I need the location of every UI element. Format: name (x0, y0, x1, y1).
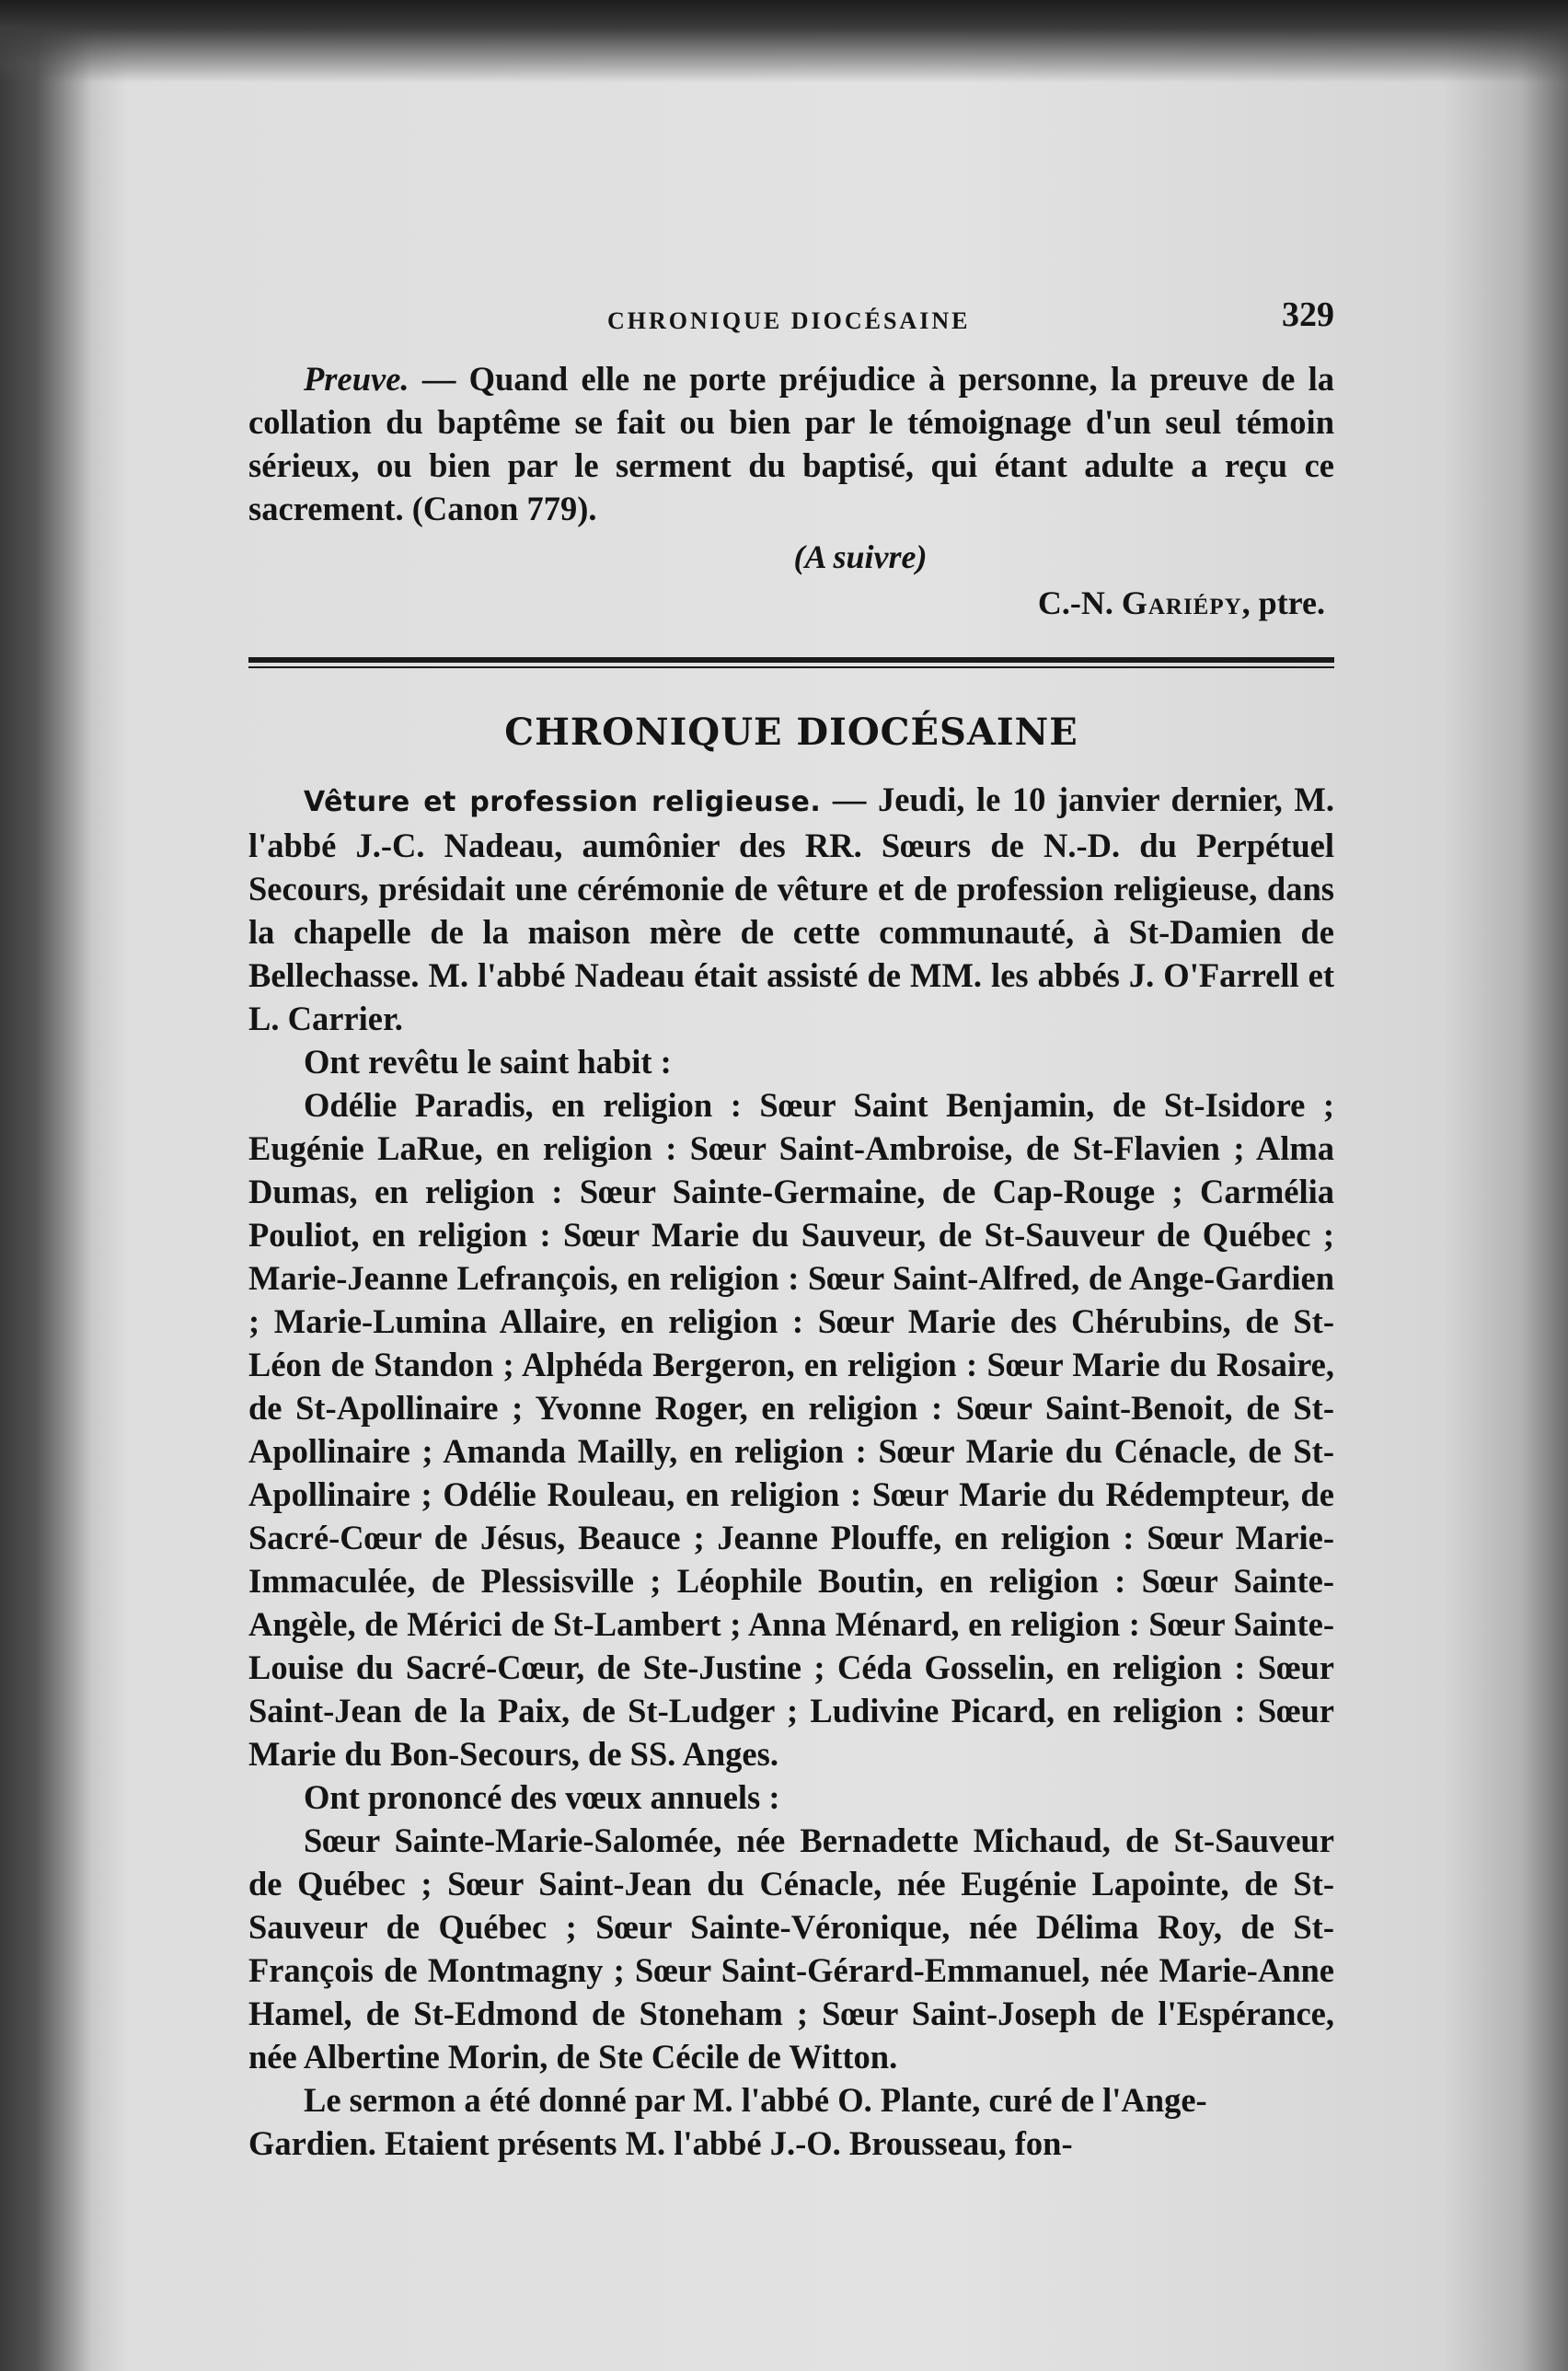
section-paragraph-3: Odélie Paradis, en religion : Sœur Saint Benjamin, de St-Isidore ; Eugénie LaRue, en religion : Sœur Saint-Ambroise, de St-Flavien ; Alma Dumas, en religion : Sœur Sainte-Germaine, de Cap-Rouge ; Carmélia Pouliot, en religion : Sœur Marie du Sauveur, de St-Sauveur de Québec ; Marie-Jeanne Lefrançois, en religion : Sœur Saint-Alfred, de Ange-Gardien ; Marie-Lumina Allaire, en religion : Sœur Marie des Chérubins, de St-Léon de Standon ; Alphéda Bergeron, en religion : Sœur Marie du Rosaire, de St-Apollinaire ; Yvonne Roger, en religion : Sœur Saint-Benoit, de St-Apollinaire ; Amanda Mailly, en religion : Sœur Marie du Cénacle, de St-Apollinaire ; Odélie Rouleau, en religion : Sœur Marie du Rédempteur, de Sacré-Cœur de Jésus, Beauce ; Jeanne Plouffe, en religion : Sœur Marie-Immaculée, de Plessisville ; Léophile Boutin, en religion : Sœur Sainte-Angèle, de Mérici de St-Lambert ; Anna Ménard, en religion : Sœur Sainte-Louise du Sacré-Cœur, de Ste-Justine ; Céda Gosselin, en religion : Sœur Saint-Jean de la Paix, de St-Ludger ; Ludivine Picard, en religion : Sœur Marie du Bon-Secours, de SS. Anges. (248, 1086, 1334, 1773)
divider-thick-rule (248, 657, 1334, 663)
running-title: CHRONIQUE DIOCÉSAINE (607, 307, 971, 334)
section-subhead: Vêture et profession religieuse. (304, 786, 822, 818)
preuve-paragraph (248, 357, 1334, 530)
signature (248, 582, 1325, 624)
signature-surname: Gariépy (1121, 584, 1242, 621)
section-paragraph-1 (248, 778, 1334, 1040)
signature-start: C.-N. (1037, 584, 1122, 621)
section-p1-text: — Jeudi, le 10 janvier dernier, M. l'abbé J.-C. Nadeau, aumônier des RR. Sœurs de N.-D. du Perpétuel Secours, présidait une cérémonie de vêture et de profession religieuse, dans la chapelle de la maison mère de cette communauté, à St-Damien de Bellechasse. M. l'abbé Nadeau était assisté de MM. les abbés J. O'Farrell et L. Carrier. (248, 781, 1334, 1037)
section-title: CHRONIQUE DIOCÉSAINE (504, 711, 1078, 754)
section-paragraph-4: Ont prononcé des vœux annuels : (304, 1778, 780, 1816)
section-paragraph-2: Ont revêtu le saint habit : (304, 1043, 672, 1081)
page-content (248, 295, 1334, 2165)
a-suivre: (A suivre) (793, 538, 928, 575)
preuve-text: — Quand elle ne porte préjudice à personne, la preuve de la collation du baptême se fait ou bien par le témoignage d'un seul témoin sérieux, ou bien par le serment du baptisé, qui étant adulte a reçu ce sacrement. (Canon 779). (248, 360, 1334, 527)
section-paragraph-6: Le sermon a été donné par M. l'abbé O. Plante, curé de l'Ange-Gardien. Etaient présents M. l'abbé J.-O. Brousseau, fon- (248, 2081, 1207, 2162)
section-paragraph-5: Sœur Sainte-Marie-Salomée, née Bernadette Michaud, de St-Sauveur de Québec ; Sœur Saint-Jean du Cénacle, née Eugénie Lapointe, de St-Sauveur de Québec ; Sœur Sainte-Véronique, née Délima Roy, de St-François de Montmagny ; Sœur Saint-Gérard-Emmanuel, née Marie-Anne Hamel, de St-Edmond de Stoneham ; Sœur Saint-Joseph de l'Espérance, née Albertine Morin, de Ste Cécile de Witton. (248, 1822, 1334, 2076)
preuve-label: Preuve. (304, 360, 409, 398)
scan-shadow (0, 0, 1568, 83)
signature-end: , ptre. (1241, 584, 1325, 621)
divider-thin-rule (248, 666, 1334, 668)
running-head (248, 295, 1334, 350)
section-divider (248, 657, 1334, 668)
page-number: 329 (1282, 295, 1334, 334)
